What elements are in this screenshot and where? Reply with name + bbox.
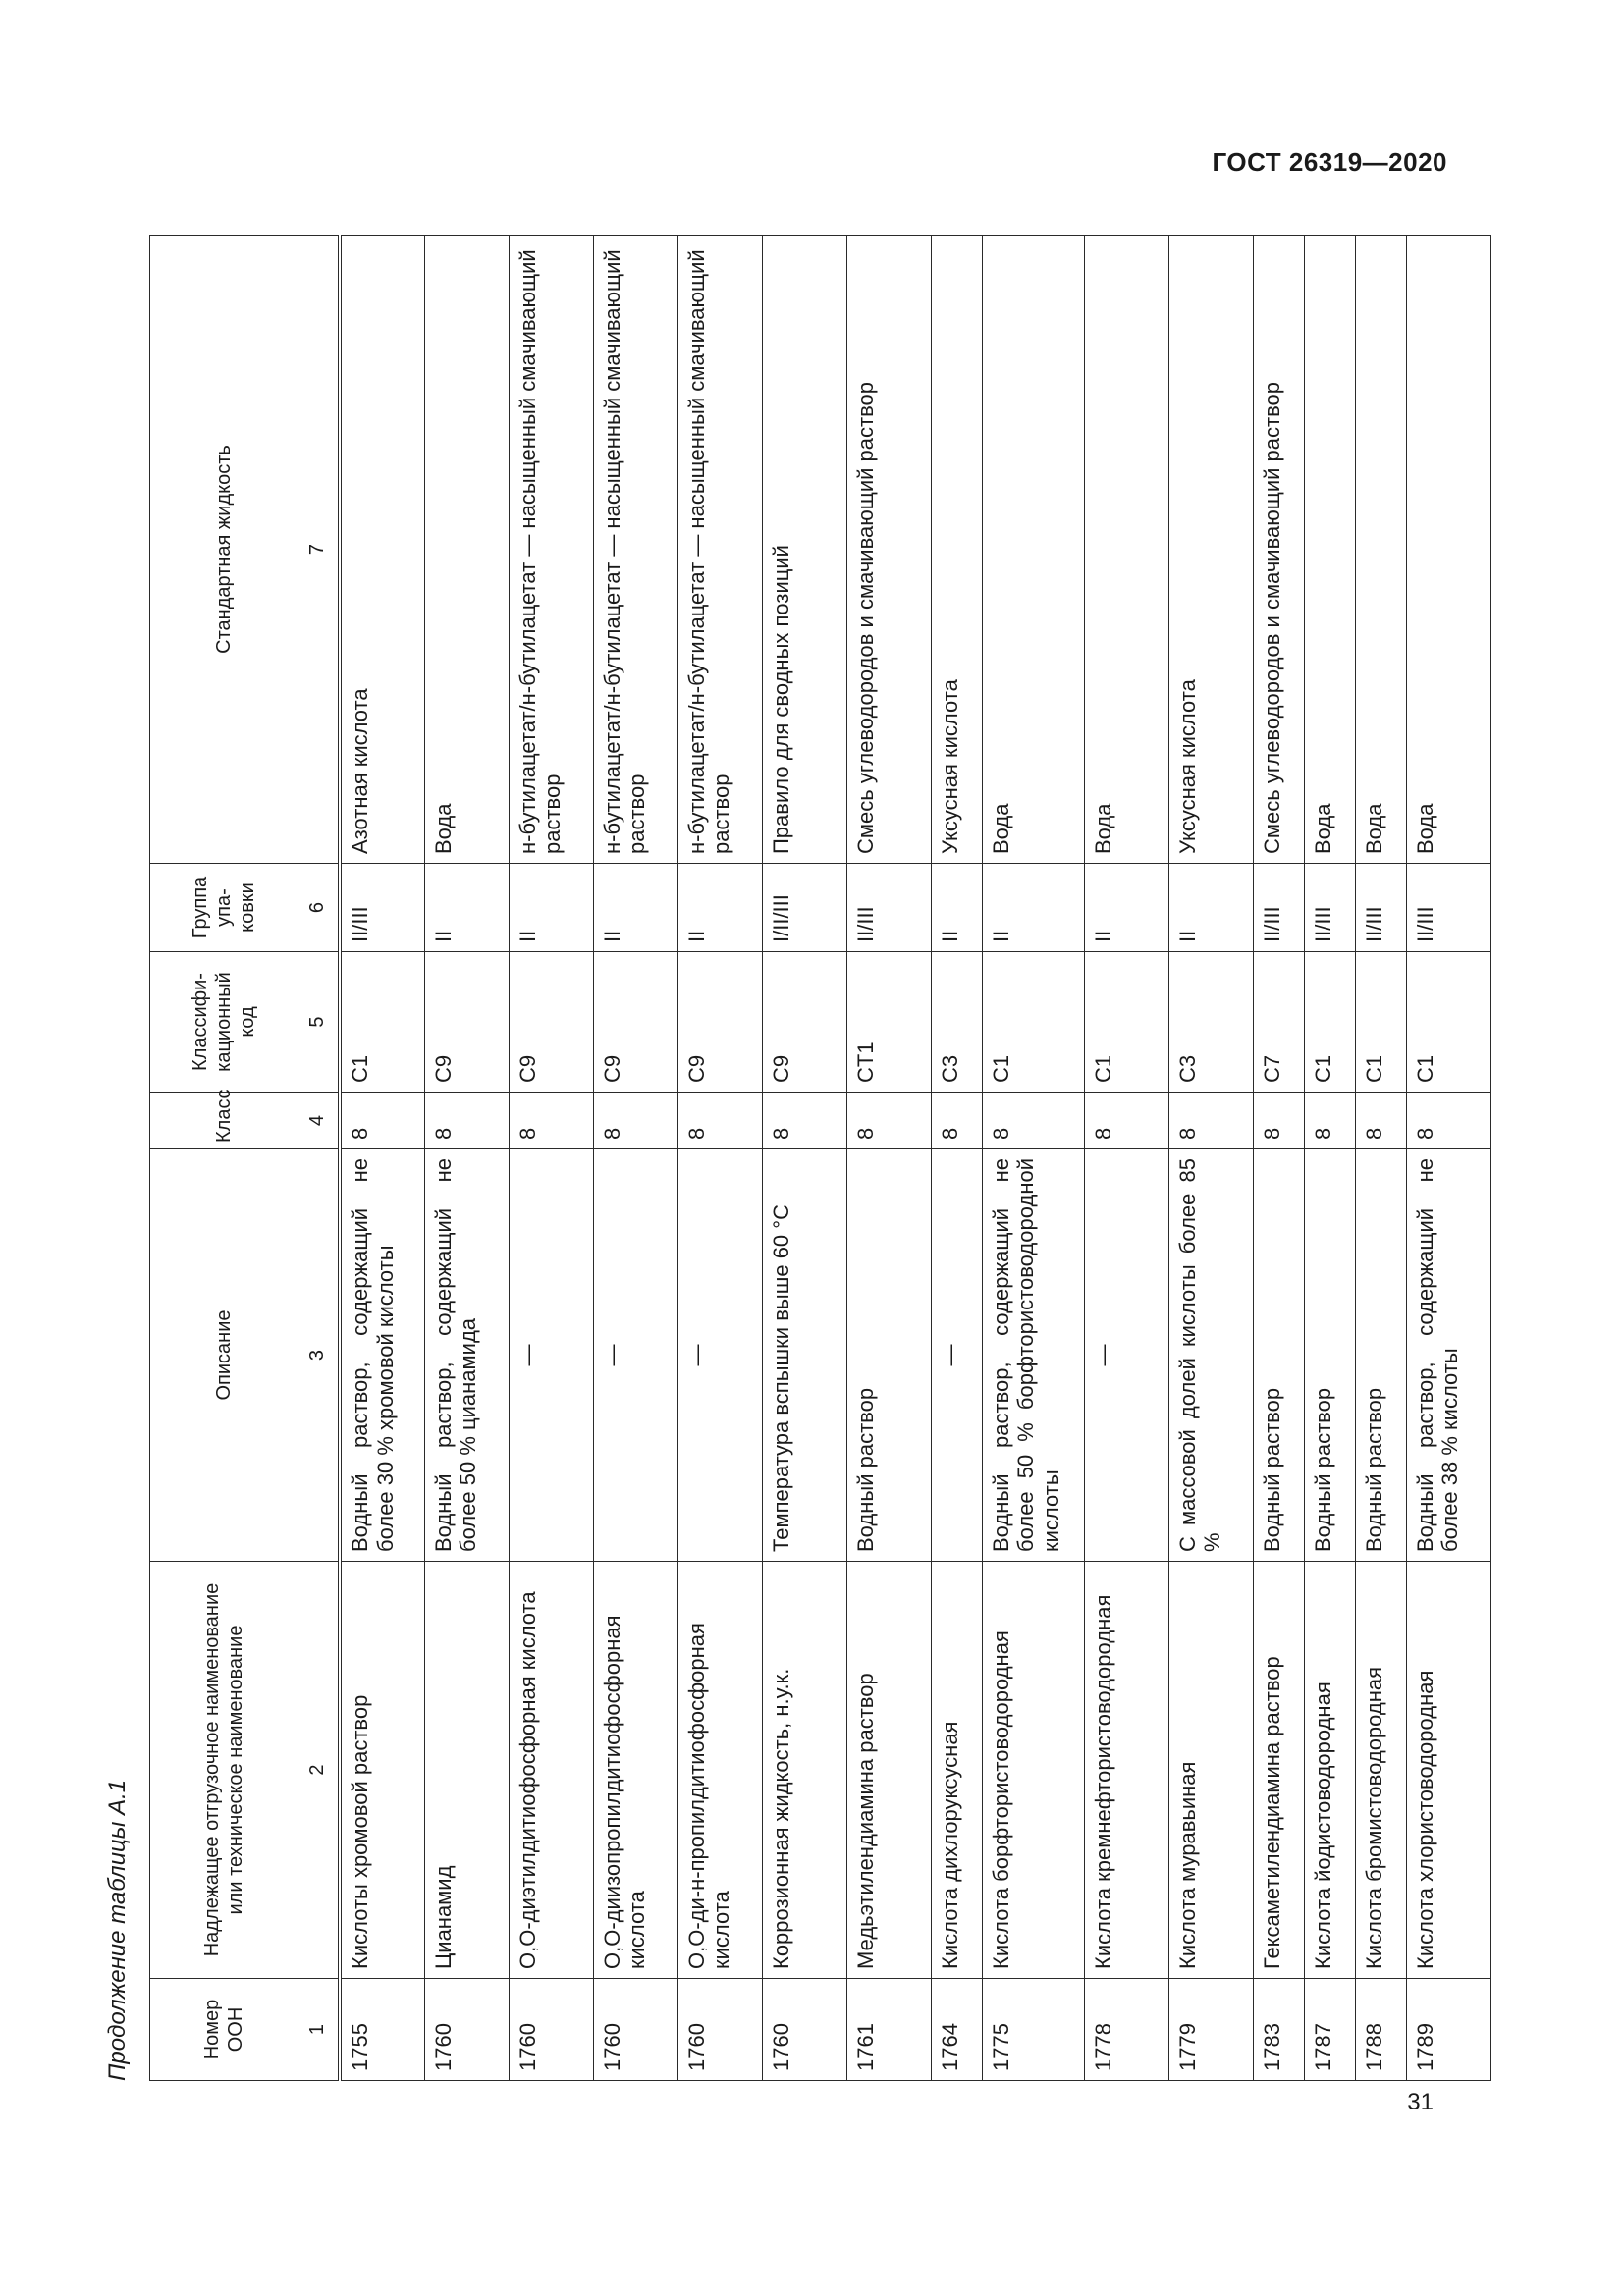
un-number-cell: 1760 <box>762 1979 846 2081</box>
table-caption: Продолжение таблицы А.1 <box>104 1779 131 2081</box>
class-cell: 8 <box>846 1093 931 1149</box>
standard-liquid-cell: Вода <box>1406 236 1490 864</box>
class-cell: 8 <box>1084 1093 1168 1149</box>
standard-liquid-cell: н-бутилацетат/н-бутилацетат — насыщенный смачивающий раствор <box>509 236 593 864</box>
shipping-name-cell: Кислота йодистоводородная <box>1304 1562 1355 1979</box>
classification-code-cell: C9 <box>677 952 762 1093</box>
class-cell: 8 <box>509 1093 593 1149</box>
class-cell: 8 <box>424 1093 509 1149</box>
standard-liquid-cell: Смесь углеводородов и смачивающий раствор <box>1253 236 1304 864</box>
column-number: 1 <box>298 1979 341 2081</box>
classification-code-cell: C1 <box>1355 952 1406 1093</box>
column-number-row <box>298 236 341 2081</box>
standard-liquid-cell: н-бутилацетат/н-бутилацетат — насыщенный смачивающий раствор <box>677 236 762 864</box>
classification-code-cell: C9 <box>509 952 593 1093</box>
classification-code-cell: C1 <box>1406 952 1490 1093</box>
shipping-name-cell: Кислота хлористоводородная <box>1406 1562 1490 1979</box>
un-number-cell: 1789 <box>1406 1979 1490 2081</box>
table-row <box>1253 236 1304 2081</box>
description-cell: Водный раствор <box>1355 1149 1406 1562</box>
packing-group-cell: II <box>593 864 677 952</box>
class-cell: 8 <box>1304 1093 1355 1149</box>
shipping-name-cell: Кислота бромистоводородная <box>1355 1562 1406 1979</box>
page-number: 31 <box>1407 2089 1434 2115</box>
un-number-cell: 1761 <box>846 1979 931 2081</box>
shipping-name-cell: Кислота кремнефтористоводородная <box>1084 1562 1168 1979</box>
description-cell: — <box>931 1149 982 1562</box>
packing-group-cell: II <box>1168 864 1253 952</box>
class-cell: 8 <box>1168 1093 1253 1149</box>
classification-code-cell: C1 <box>982 952 1084 1093</box>
packing-group-cell: II <box>1084 864 1168 952</box>
class-cell: 8 <box>340 1093 424 1149</box>
class-cell: 8 <box>982 1093 1084 1149</box>
header-un-number: Номер ООН <box>150 1979 298 2081</box>
un-number-cell: 1760 <box>509 1979 593 2081</box>
table-row <box>593 236 677 2081</box>
standard-liquid-cell: н-бутилацетат/н-бутилацетат — насыщенный смачивающий раствор <box>593 236 677 864</box>
table-row <box>509 236 593 2081</box>
standard-liquid-cell: Уксусная кислота <box>931 236 982 864</box>
table-row <box>1168 236 1253 2081</box>
class-cell: 8 <box>762 1093 846 1149</box>
column-number: 3 <box>298 1149 341 1562</box>
description-cell: — <box>509 1149 593 1562</box>
classification-code-cell: C9 <box>762 952 846 1093</box>
shipping-name-cell: Медьэтилендиамина раствор <box>846 1562 931 1979</box>
class-cell: 8 <box>677 1093 762 1149</box>
un-number-cell: 1778 <box>1084 1979 1168 2081</box>
packing-group-cell: II <box>509 864 593 952</box>
packing-group-cell: II/III <box>340 864 424 952</box>
packing-group-cell: II <box>931 864 982 952</box>
document-code: ГОСТ 26319—2020 <box>1212 147 1447 177</box>
description-cell: Водный раствор, содержащий не более 50 % борфтористоводородной кислоты <box>982 1149 1084 1562</box>
shipping-name-cell: O,O-диэтилдитиофосфорная кислота <box>509 1562 593 1979</box>
shipping-name-cell: O,O-ди-н-пропилдитиофосфорная кислота <box>677 1562 762 1979</box>
shipping-name-cell: O,O-диизопропилдитиофосфорная кислота <box>593 1562 677 1979</box>
standard-liquid-cell: Вода <box>982 236 1084 864</box>
description-cell: Водный раствор, содержащий не более 38 % кислоты <box>1406 1149 1490 1562</box>
classification-code-cell: C1 <box>1304 952 1355 1093</box>
un-number-cell: 1787 <box>1304 1979 1355 2081</box>
classification-code-cell: C7 <box>1253 952 1304 1093</box>
description-cell: — <box>593 1149 677 1562</box>
table-row <box>340 236 424 2081</box>
header-description: Описание <box>150 1149 298 1562</box>
description-cell: — <box>677 1149 762 1562</box>
un-number-cell: 1788 <box>1355 1979 1406 2081</box>
table-row <box>1355 236 1406 2081</box>
un-number-cell: 1775 <box>982 1979 1084 2081</box>
shipping-name-cell: Кислота муравьиная <box>1168 1562 1253 1979</box>
un-number-cell: 1755 <box>340 1979 424 2081</box>
description-cell: Водный раствор <box>846 1149 931 1562</box>
packing-group-cell: II <box>677 864 762 952</box>
standard-liquid-cell: Уксусная кислота <box>1168 236 1253 864</box>
header-row <box>150 236 298 2081</box>
class-cell: 8 <box>593 1093 677 1149</box>
packing-group-cell: II/III <box>1355 864 1406 952</box>
table-row <box>1406 236 1490 2081</box>
class-cell: 8 <box>931 1093 982 1149</box>
packing-group-cell: II/III <box>846 864 931 952</box>
column-number: 2 <box>298 1562 341 1979</box>
table-row <box>762 236 846 2081</box>
data-table <box>149 235 1491 2081</box>
shipping-name-cell: Гексаметилендиамина раствор <box>1253 1562 1304 1979</box>
table-row <box>1304 236 1355 2081</box>
column-number: 6 <box>298 864 341 952</box>
column-number: 5 <box>298 952 341 1093</box>
table-row <box>982 236 1084 2081</box>
packing-group-cell: II/III <box>1253 864 1304 952</box>
description-cell: Водный раствор <box>1253 1149 1304 1562</box>
shipping-name-cell: Цианамид <box>424 1562 509 1979</box>
description-cell: — <box>1084 1149 1168 1562</box>
classification-code-cell: CT1 <box>846 952 931 1093</box>
table-row <box>677 236 762 2081</box>
classification-code-cell: C1 <box>1084 952 1168 1093</box>
table-container <box>149 235 1491 2081</box>
class-cell: 8 <box>1406 1093 1490 1149</box>
table-row <box>931 236 982 2081</box>
table-row <box>424 236 509 2081</box>
packing-group-cell: II <box>982 864 1084 952</box>
un-number-cell: 1760 <box>677 1979 762 2081</box>
table-body <box>340 236 1490 2081</box>
standard-liquid-cell: Вода <box>1355 236 1406 864</box>
un-number-cell: 1779 <box>1168 1979 1253 2081</box>
shipping-name-cell: Кислота борфтористоводородная <box>982 1562 1084 1979</box>
table-row <box>1084 236 1168 2081</box>
un-number-cell: 1760 <box>424 1979 509 2081</box>
table-row <box>846 236 931 2081</box>
shipping-name-cell: Коррозионная жидкость, н.у.к. <box>762 1562 846 1979</box>
standard-liquid-cell: Вода <box>424 236 509 864</box>
header-classification-code: Классифи-кационный код <box>150 952 298 1093</box>
standard-liquid-cell: Вода <box>1304 236 1355 864</box>
packing-group-cell: II/III <box>1304 864 1355 952</box>
un-number-cell: 1783 <box>1253 1979 1304 2081</box>
packing-group-cell: I/II/III <box>762 864 846 952</box>
column-number: 7 <box>298 236 341 864</box>
class-cell: 8 <box>1355 1093 1406 1149</box>
classification-code-cell: C3 <box>931 952 982 1093</box>
header-standard-liquid: Стандартная жидкость <box>150 236 298 864</box>
standard-liquid-cell: Правило для сводных позиций <box>762 236 846 864</box>
classification-code-cell: C9 <box>593 952 677 1093</box>
header-class: Класс <box>150 1093 298 1149</box>
classification-code-cell: C3 <box>1168 952 1253 1093</box>
header-packing-group: Группа упа-ковки <box>150 864 298 952</box>
description-cell: Водный раствор <box>1304 1149 1355 1562</box>
shipping-name-cell: Кислота дихлоруксусная <box>931 1562 982 1979</box>
un-number-cell: 1764 <box>931 1979 982 2081</box>
rotated-table-region <box>98 236 1463 2081</box>
packing-group-cell: II <box>424 864 509 952</box>
classification-code-cell: C1 <box>340 952 424 1093</box>
shipping-name-cell: Кислоты хромовой раствор <box>340 1562 424 1979</box>
description-cell: С массовой долей кислоты более 85 % <box>1168 1149 1253 1562</box>
packing-group-cell: II/III <box>1406 864 1490 952</box>
header-shipping-name: Надлежащее отгрузочное наименование или техническое наименование <box>150 1562 298 1979</box>
standard-liquid-cell: Смесь углеводородов и смачивающий раствор <box>846 236 931 864</box>
class-cell: 8 <box>1253 1093 1304 1149</box>
classification-code-cell: C9 <box>424 952 509 1093</box>
standard-liquid-cell: Азотная кислота <box>340 236 424 864</box>
description-cell: Температура вспышки выше 60 °С <box>762 1149 846 1562</box>
column-number: 4 <box>298 1093 341 1149</box>
un-number-cell: 1760 <box>593 1979 677 2081</box>
description-cell: Водный раствор, содержащий не более 30 % хромовой кислоты <box>340 1149 424 1562</box>
standard-liquid-cell: Вода <box>1084 236 1168 864</box>
description-cell: Водный раствор, содержащий не более 50 % цианамида <box>424 1149 509 1562</box>
